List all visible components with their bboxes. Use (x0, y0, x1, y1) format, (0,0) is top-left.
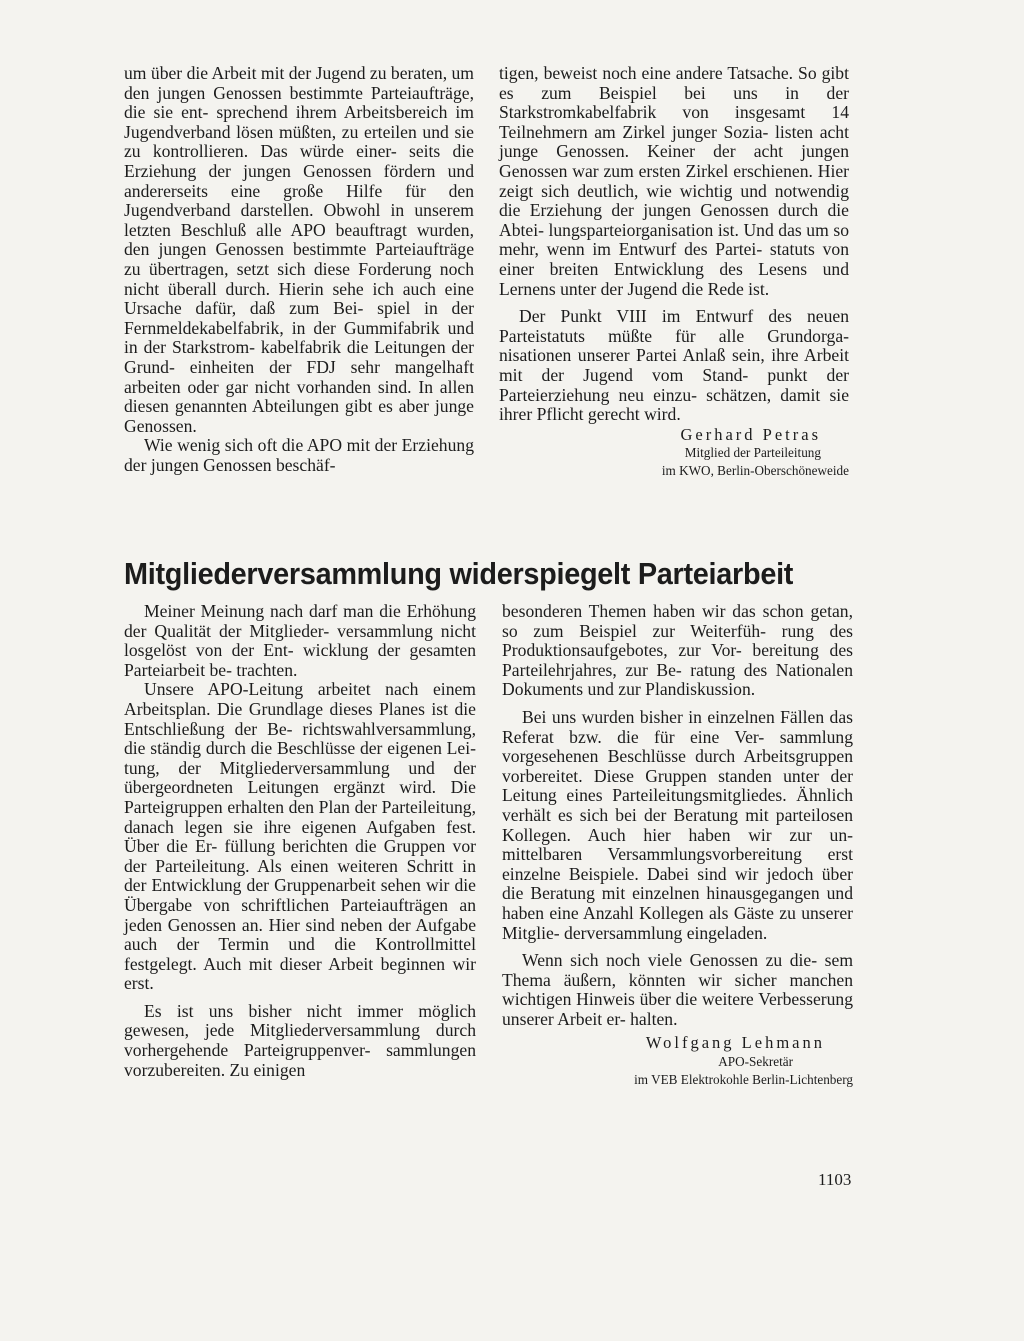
article1-paragraph: um über die Arbeit mit der Jugend zu beraten, um den jungen Genossen bestimmte Parteiaufträge, die sie ent- sprechend ihrem Arbeitsbereich im Jugendverband lösen müßten, zu erteilen und sie zu kontrollieren. Das würde einer- seits die Erziehung der jungen Genossen fördern und andererseits eine große Hilfe für den Jugendverband darstellen. Obwohl in unserem letzten Beschluß alle APO beauftragt wurden, den jungen Genossen bestimmte Parteiaufträge zu übertragen, setzt sich diese Forderung noch nicht überall durch. Hierin sehe ich auch eine Ursache dafür, daß zum Bei- spiel in der Fernmeldekabelfabrik, in der Gummifabrik und in der Starkstrom- kabelfabrik die Leitungen der Grund- einheiten der FDJ sehr mangelhaft arbeiten oder gar nicht vorhanden sind. In allen diesen genannten Abteilungen gibt es aber junge Genossen. (124, 63, 474, 436)
page-number: 1103 (818, 1170, 852, 1189)
article-headline: Mitgliederversammlung widerspiegelt Parteiarbeit (124, 556, 794, 591)
article2-paragraph: Wenn sich noch viele Genossen zu die- sem Thema äußern, könnten wir sicher manchen wichtigen Hinweis über die weitere Verbesserung unserer Arbeit er- halten. (502, 950, 853, 1029)
article2-column-left (124, 602, 476, 1080)
article2-column-right (502, 602, 853, 1089)
article1-signature (499, 425, 849, 481)
article2-paragraph: Meiner Meinung nach darf man die Erhöhung der Qualität der Mitglieder- versammlung nicht losgelöst von der Ent- wicklung der gesamten Parteiarbeit be- trachten. (124, 601, 476, 680)
article2-signature (502, 1033, 853, 1089)
author-role: APO-Sekretär (718, 1054, 793, 1070)
author-affiliation: im VEB Elektrokohle Berlin-Lichtenberg (634, 1072, 853, 1088)
article2-paragraph: Bei uns wurden bisher in einzelnen Fällen das Referat bzw. die für eine Ver- sammlung vorgesehenen Beschlüsse durch Arbeitsgruppen vorbereitet. Diese Gruppen standen unter der Leitung eines Parteileitungsmitgliedes. Ähnlich verhält es sich bei der Beratung mit parteilosen Kollegen. Auch hier haben wir zur un- mittelbaren Versammlungsvorbereitung erst einzelne Beispiele. Dabei sind wir jedoch über die Beratung mit einzelnen hinausgegangen und haben eine Anzahl Kollegen als Gäste zu unserer Mitglie- derversammlung eingeladen. (502, 706, 853, 943)
author-affiliation: im KWO, Berlin-Oberschöneweide (661, 463, 849, 479)
article1-column-right (499, 64, 849, 480)
article2-paragraph: Es ist uns bisher nicht immer möglich gewesen, jede Mitgliederversammlung durch vorhergehende Parteigruppenver- sammlungen vorzubereiten. Zu einigen (124, 1000, 476, 1080)
author-name: Wolfgang Lehmann (645, 1033, 825, 1053)
article1-paragraph: Der Punkt VIII im Entwurf des neuen Parteistatuts müßte für alle Grundorga- nisationen unserer Partei Anlaß sein, ihre Arbeit mit der Jugend vom Stand- punkt der Parteierziehung neu einzu- schätzen, damit sie ihrer Pflicht gerecht wird. (499, 306, 849, 425)
article1-column-left (124, 64, 474, 475)
article1-paragraph: Wie wenig sich oft die APO mit der Erziehung der jungen Genossen beschäf- (124, 435, 474, 475)
article1-paragraph: tigen, beweist noch eine andere Tatsache. So gibt es zum Beispiel bei uns in der Starkstromkabelfabrik von insgesamt 14 Teilnehmern am Zirkel junger Sozia- listen acht junge Genossen. Keiner der acht jungen Genossen war zum ersten Zirkel erschienen. Hier zeigt sich deutlich, wie wichtig und notwendig die Erziehung der jungen Genossen durch die Abtei- lungsparteiorganisation ist. Und das um so mehr, wenn im Entwurf des Partei- statuts von einer breiten Entwicklung des Lesens und Lernens unter der Jugend die Rede ist. (499, 63, 849, 299)
author-role: Mitglied der Parteileitung (684, 445, 821, 461)
author-name: Gerhard Petras (680, 424, 821, 444)
article2-paragraph: Unsere APO-Leitung arbeitet nach einem Arbeitsplan. Die Grundlage dieses Planes ist die Entschließung der Be- richtswahlversammlung, die ständig durch die Beschlüsse der eigenen Lei- tung, der Mitgliederversammlung und der übergeordneten Leitungen ergänzt wird. Die Parteigruppen erhalten den Plan der Parteileitung, danach legen sie ihre eigenen Aufgaben fest. Über die Er- füllung berichten die Gruppen vor der Parteileitung. Als einen weiteren Schritt in der Entwicklung der Gruppenarbeit sehen wir die Übergabe von schriftlichen Parteiaufträgen an jeden Genossen an. Hier sind neben der Aufgabe auch der Termin und die Kontrollmittel festgelegt. Auch mit dieser Arbeit beginnen wir erst. (124, 679, 476, 994)
article2-paragraph: besonderen Themen haben wir das schon getan, so zum Beispiel zur Weiterfüh- rung des Produktionsaufgebotes, zur Vor- bereitung des Parteilehrjahres, zur Be- ratung des Nationalen Dokuments und zur Plandiskussion. (502, 601, 853, 700)
